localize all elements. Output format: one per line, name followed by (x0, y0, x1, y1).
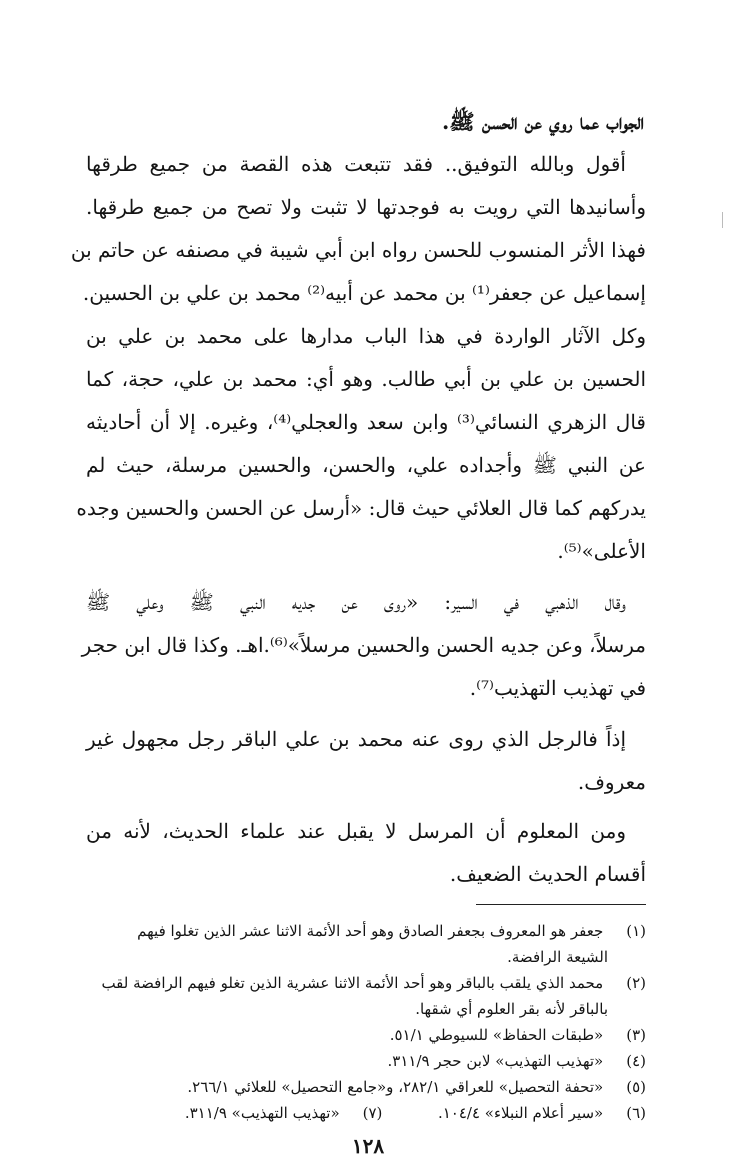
body-line: مرسلاً، وعن جديه الحسن والحسين مرسلاً»⁽⁶⁾.اهـ. وكذا قال ابن حجر (81, 633, 646, 657)
body-line: وأسانيدها التي رويت به فوجدتها لا تثبت ولا تصح من جميع طرقها. (86, 195, 646, 219)
footnote-number: (٧) (362, 1104, 383, 1122)
footnote-number: (٣) (626, 1026, 646, 1044)
body-line: أقسام الحديث الضعيف. (449, 862, 646, 886)
footnote (86, 1100, 646, 1126)
footnote-divider (476, 904, 646, 905)
body-line: قال الزهري النسائي⁽³⁾ وابن سعد والعجلي⁽⁴⁾، وغيره. إلا أن أحاديثه (86, 410, 646, 434)
section-heading: الجواب عما روي عن الحسن ﷺ. (441, 109, 644, 134)
footnote (86, 1022, 646, 1048)
footnote (86, 970, 646, 996)
body-line: إسماعيل عن جعفر⁽¹⁾ بن محمد عن أبيه⁽²⁾ محمد بن علي بن الحسين. (82, 281, 646, 305)
body-line: وقال الذهبي في السير: «روى عن جديه النبي ﷺ وعلي ﷺ (86, 590, 626, 614)
body-line: إذاً فالرجل الذي روى عنه محمد بن علي الباقر رجل مجهول غير (86, 727, 626, 751)
page-edge-mark (722, 212, 723, 228)
body-line: الحسين بن علي بن أبي طالب. وهو أي: محمد بن علي، حجة، كما (86, 367, 646, 391)
body-line: يدركهم كما قال العلائي حيث قال: «أرسل عن الحسن والحسين وجده (76, 496, 646, 520)
footnote-text: «طبقات الحفاظ» للسيوطي ٥١/١. (389, 1026, 604, 1044)
body-line: فهذا الأثر المنسوب للحسن رواه ابن أبي شيبة في مصنفه عن حاتم بن (70, 238, 646, 262)
footnote (86, 996, 646, 1022)
footnote-number: (١) (626, 922, 646, 940)
body-line: وكل الآثار الواردة في هذا الباب مدارها على محمد بن علي بن (86, 324, 646, 348)
footnote-text: الشيعة الرافضة. (507, 948, 608, 966)
footnote-text: «تهذيب التهذيب» لابن حجر ٣١١/٩. (387, 1052, 604, 1070)
page-number: ١٢٨ (351, 1134, 385, 1158)
body-line: الأعلى»⁽⁵⁾. (557, 539, 646, 563)
footnote (86, 1048, 646, 1074)
footnote-number: (٦) (626, 1104, 646, 1122)
footnote-number: (٢) (626, 974, 646, 992)
footnote-text: جعفر هو المعروف بجعفر الصادق وهو أحد الأئمة الاثنا عشر الذين تغلوا فيهم (137, 922, 604, 940)
body-line: أقول وبالله التوفيق.. فقد تتبعت هذه القصة من جميع طرقها (86, 152, 626, 176)
footnote-text: «سير أعلام النبلاء» ١٠٤/٤. (437, 1104, 604, 1122)
footnote (86, 1074, 646, 1100)
footnote-text: «تحفة التحصيل» للعراقي ٢٨٢/١، و«جامع التحصيل» للعلائي ٢٦٦/١. (187, 1078, 604, 1096)
footnote-text: «تهذيب التهذيب» ٣١١/٩. (184, 1104, 340, 1122)
footnote-text: بالباقر لأنه بقر العلوم أي شقها. (415, 1000, 608, 1018)
body-line: عن النبي ﷺ وأجداده علي، والحسن، والحسين مرسلة، حيث لم (86, 453, 646, 477)
body-line: معروف. (577, 770, 646, 794)
body-line: ومن المعلوم أن المرسل لا يقبل عند علماء الحديث، لأنه من (86, 819, 626, 843)
body-line: في تهذيب التهذيب⁽⁷⁾. (469, 676, 646, 700)
footnote-number: (٤) (626, 1052, 646, 1070)
footnote-text: محمد الذي يلقب بالباقر وهو أحد الأئمة الاثنا عشرية الذين تغلو فيهم الرافضة لقب (101, 974, 604, 992)
footnote (86, 944, 646, 970)
footnote-number: (٥) (626, 1078, 646, 1096)
footnote (86, 918, 646, 944)
